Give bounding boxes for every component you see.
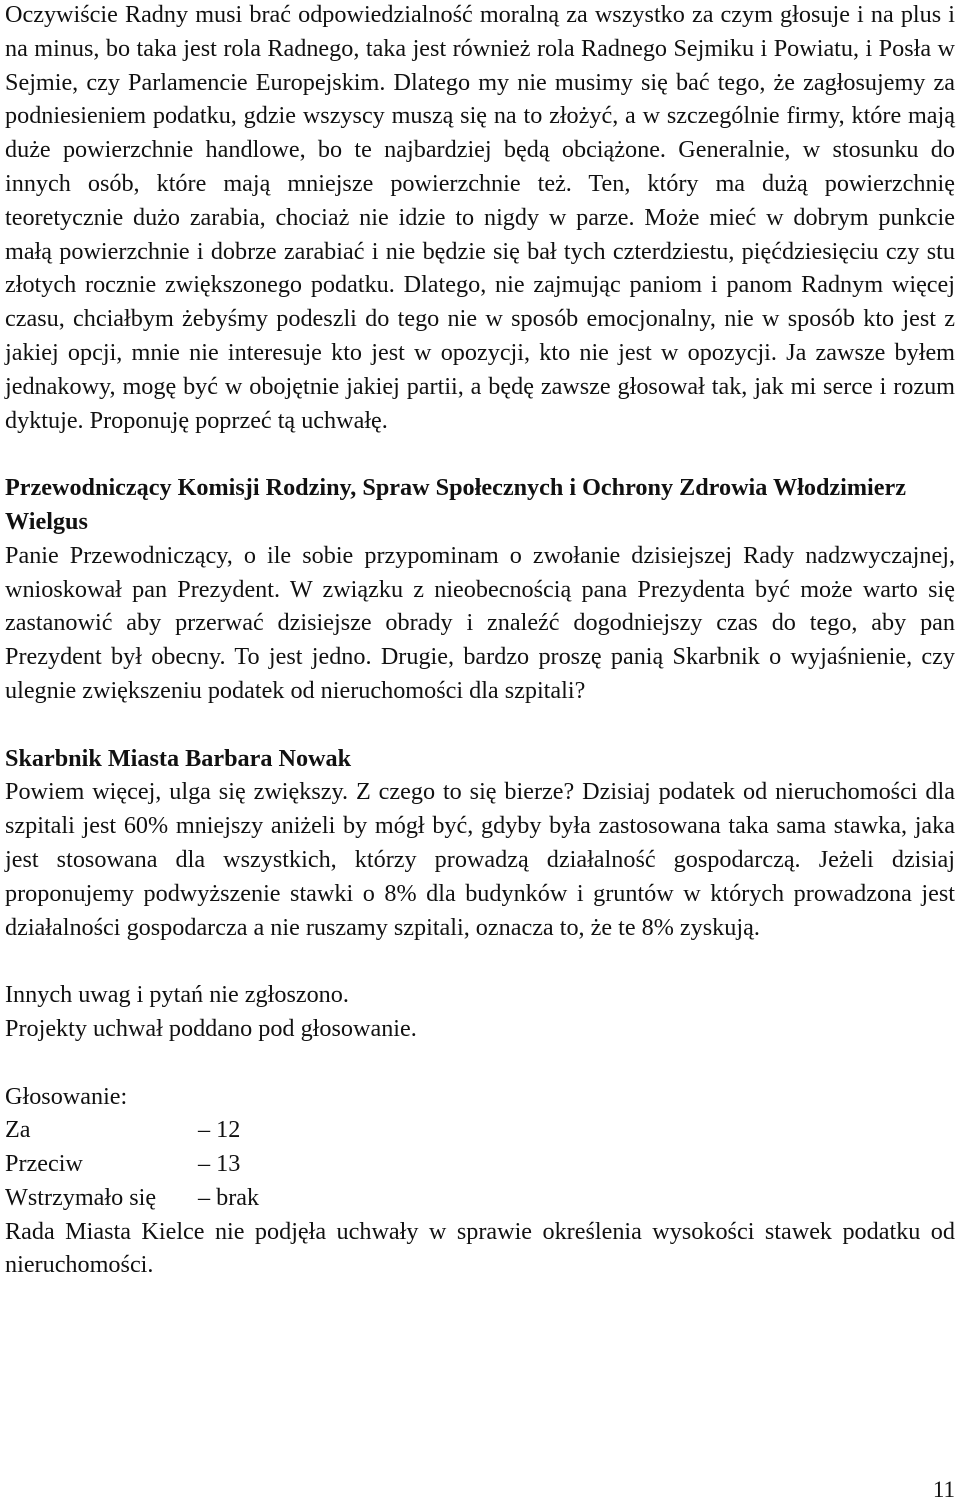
vote-row-abstained — [5, 1181, 955, 1215]
spacer — [5, 437, 955, 471]
vote-row-for — [5, 1113, 955, 1147]
spacer — [5, 1046, 955, 1080]
vote-heading: Głosowanie: — [5, 1082, 128, 1110]
vote-value: – 12 — [198, 1116, 241, 1144]
speaker-heading-wielgus: Przewodniczący Komisji Rodziny, Spraw Społecznych i Ochrony Zdrowia Włodzimierz Wielgus — [5, 474, 906, 535]
vote-value: – brak — [198, 1183, 260, 1211]
vote-value: – 13 — [198, 1150, 241, 1178]
paragraph-nowak-statement: Powiem więcej, ulga się zwiększy. Z czego to się bierze? Dzisiaj podatek od nieruchomości dla szpitali jest 60% mniejszy aniżeli by mógł być, gdyby była zastosowana taka sama stawka, jaka jest stosowana dla wszystkich, którzy prowadzą działalność gospodarczą. Jeżeli dzisiaj proponujemy podwyższenie stawki o 8% dla budynków i gruntów w których prowadzona jest działalności gospodarcza a nie ruszamy szpitali, oznacza to, że te 8% zyskują. — [5, 778, 955, 941]
note-no-questions: Innych uwag i pytań nie zgłoszono. — [5, 981, 349, 1009]
vote-row-against — [5, 1147, 955, 1181]
vote-label: Wstrzymało się — [5, 1183, 157, 1211]
paragraph-councillor-statement: Oczywiście Radny musi brać odpowiedzialność moralną za wszystko za czym głosuje i na plus i na minus, bo taka jest rola Radnego, taka jest również rola Radnego Sejmiku i Powiatu, i Posła w Sejmie, czy Parlamencie Europejskim. Dlatego my nie musimy się bać tego, że zagłosujemy za podniesieniem podatku, gdzie wszyscy muszą się na to złożyć, a w szczególnie firmy, które mają duże powierzchnie handlowe, bo te najbardziej będą obciążone. Generalnie, w stosunku do innych osób, które mają mniejsze powierzchnie też. Ten, który ma dużą powierzchnię teoretycznie dużo zarabia, chociaż nie idzie to nigdy w parze. Może mieć w dobrym punkcie małą powierzchnie i dobrze zarabiać i nie będzie się bał tych czterdziestu, pięćdziesięciu czy stu złotych rocznie zwiększonego podatku. Dlatego, nie zajmując paniom i panom Radnym więcej czasu, chciałbym żebyśmy podeszli do tego nie w sposób emocjonalny, nie w sposób kto jest z jakiej opcji, mnie nie interesuje kto jest w opozycji, kto nie jest w opozycji. Ja zawsze byłem jednakowy, mogę być w obojętnie jakiej partii, a będę zawsze głosował tak, jak mi serce i rozum dyktuje. Proponuję poprzeć tą uchwałę. — [5, 1, 955, 434]
vote-result: Rada Miasta Kielce nie podjęła uchwały w sprawie określenia wysokości stawek podatku od nieruchomości. — [5, 1217, 955, 1279]
vote-label: Za — [5, 1116, 31, 1144]
spacer — [5, 944, 955, 978]
speaker-heading-nowak: Skarbnik Miasta Barbara Nowak — [5, 744, 352, 772]
vote-label: Przeciw — [5, 1150, 83, 1178]
note-vote-called: Projekty uchwał poddano pod głosowanie. — [5, 1014, 417, 1042]
spacer — [5, 708, 955, 742]
paragraph-wielgus-statement: Panie Przewodniczący, o ile sobie przypominam o zwołanie dzisiejszej Rady nadzwyczajnej, wnioskował pan Prezydent. W związku z nieobecnością pana Prezydenta być może warto się zastanowić aby przerwać dzisiejsze obrady i znaleźć dogodniejszy czas do tego, aby pan Prezydent był obecny. To jest jedno. Drugie, bardzo proszę panią Skarbnik o wyjaśnienie, czy ulegnie zwiększeniu podatek od nieruchomości dla szpitali? — [5, 541, 955, 704]
document-page — [5, 0, 955, 1282]
page-number: 11 — [932, 1477, 955, 1502]
